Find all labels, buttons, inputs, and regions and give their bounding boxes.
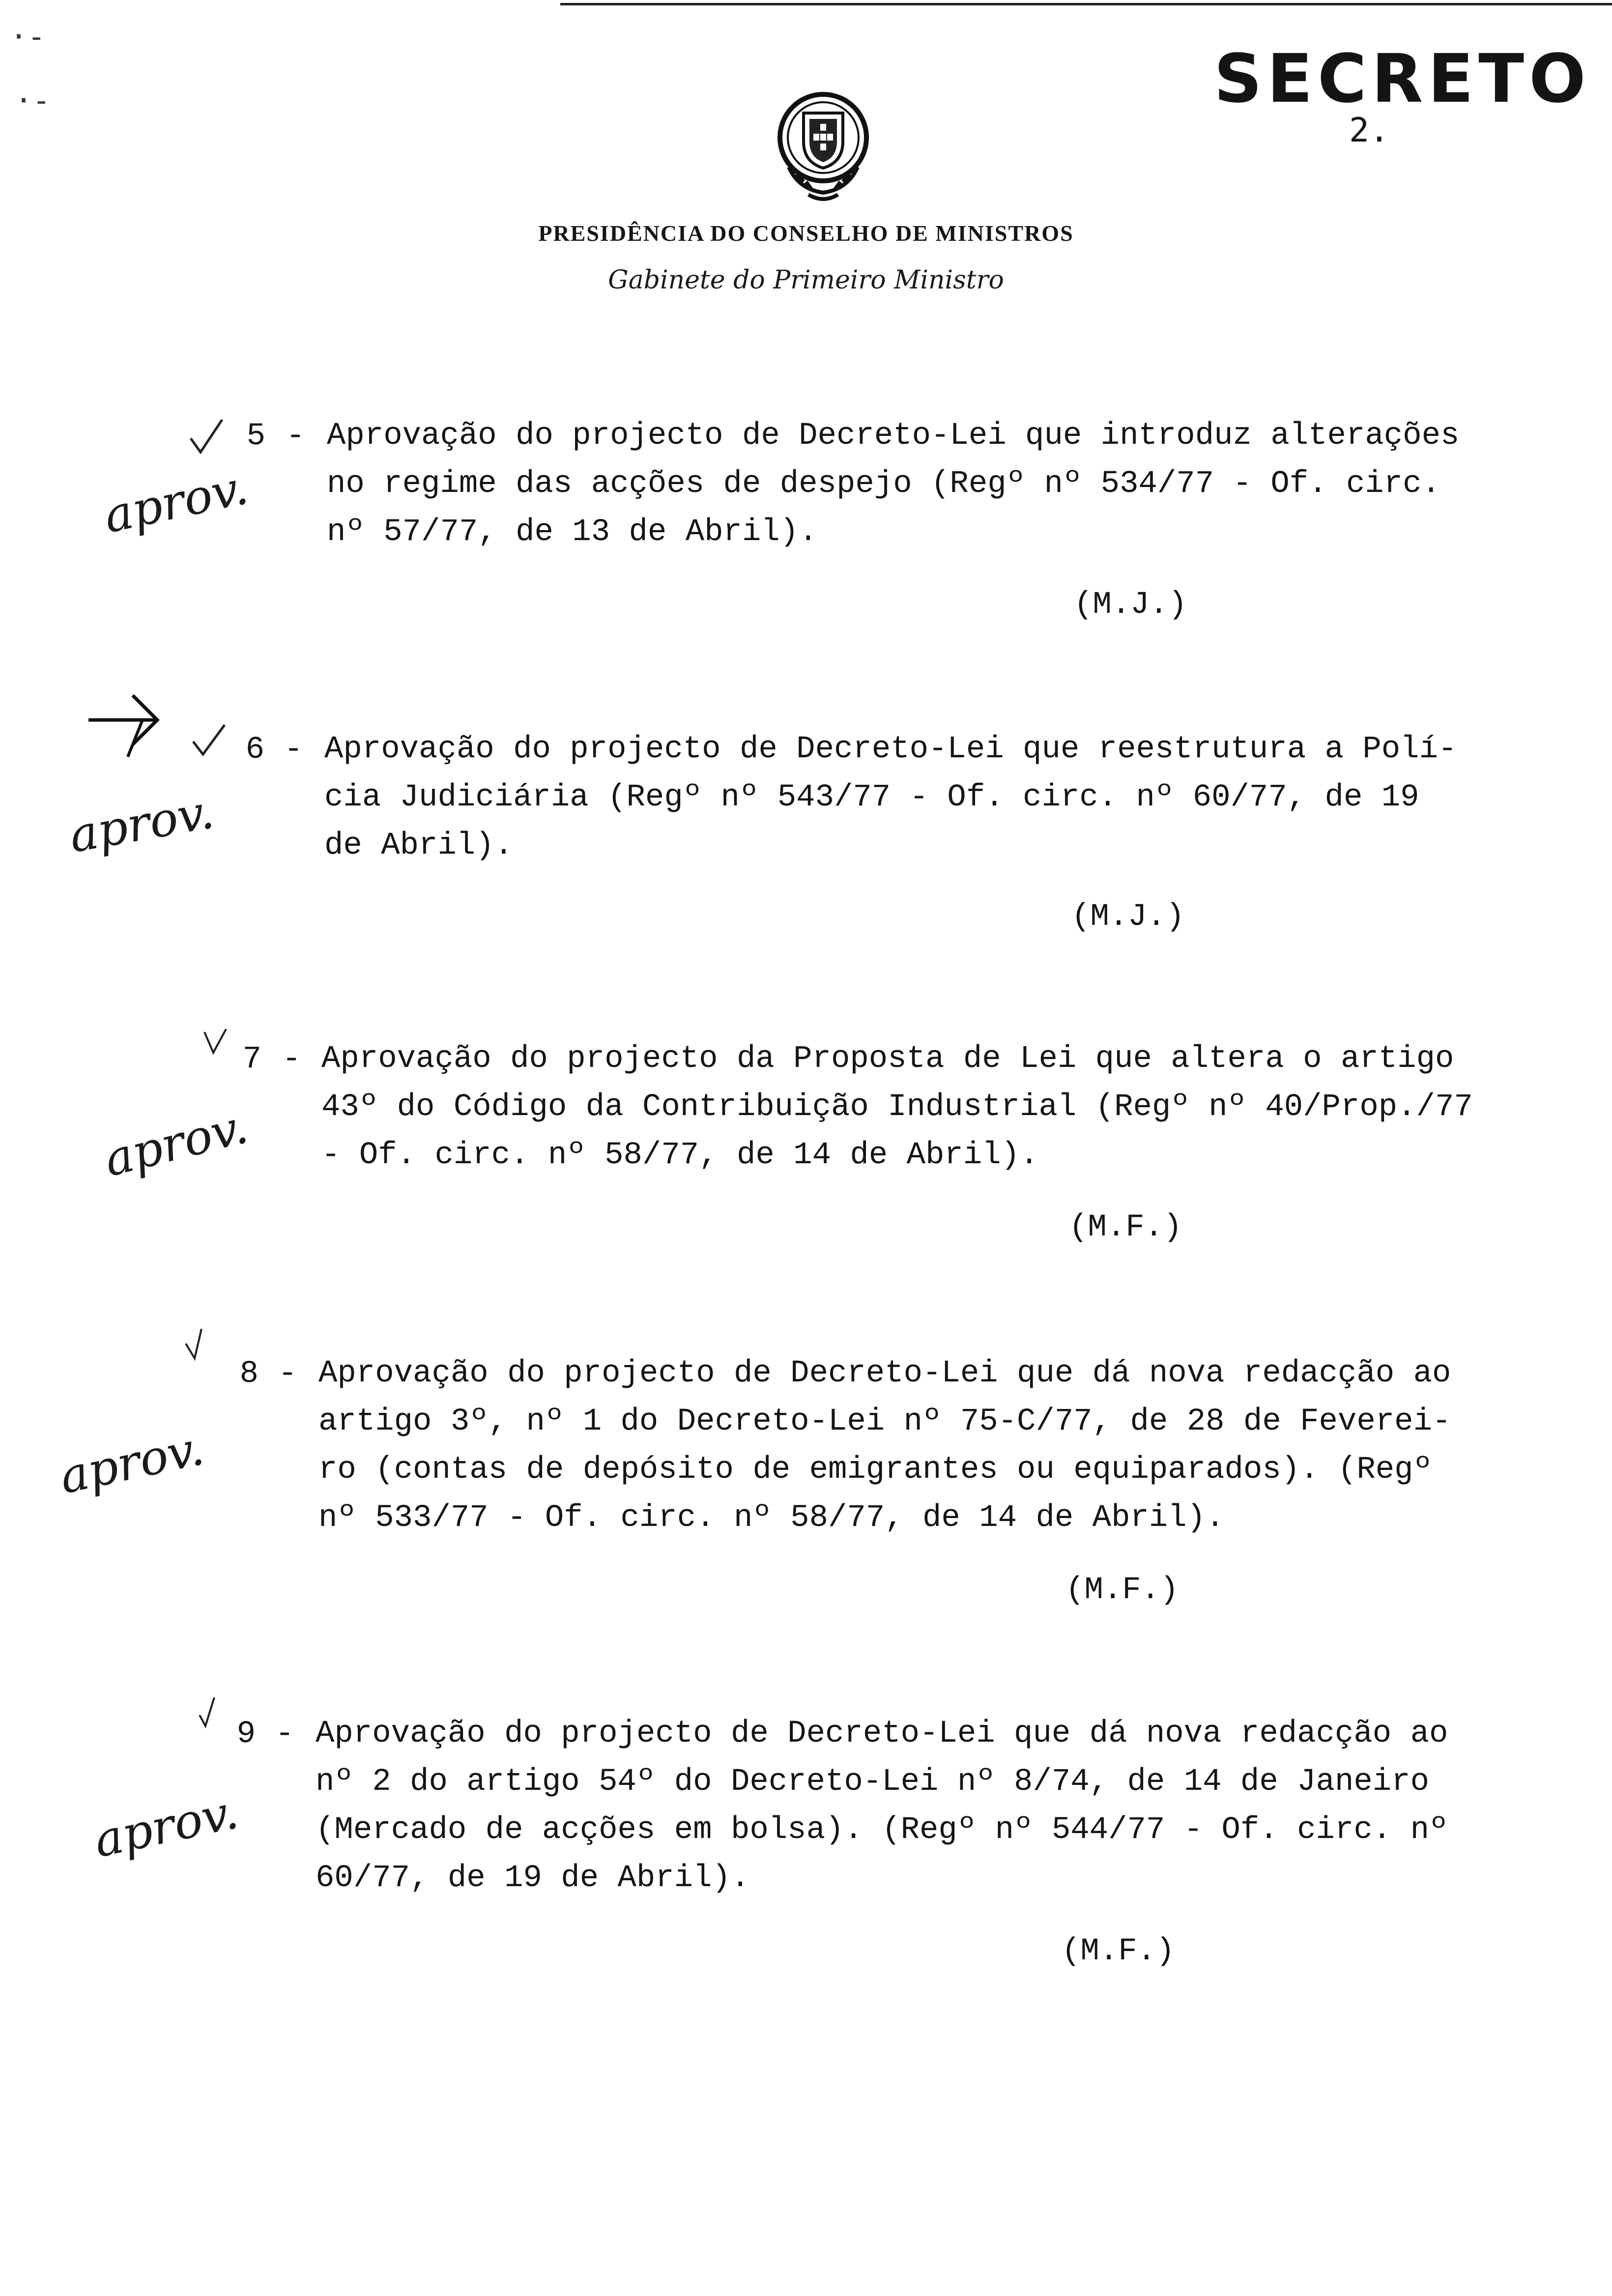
ministry-code: (M.F.) [1062,1934,1175,1969]
check-mark-icon [202,1027,231,1057]
ministry-code: (M.J.) [1071,899,1185,935]
item-dash: - [286,419,305,454]
arrow-icon [84,686,172,759]
institution-name: PRESIDÊNCIA DO CONSELHO DE MINISTROS [538,221,1074,246]
ministry-code: (M.F.) [1069,1210,1182,1245]
item-text [327,412,1546,556]
item-text-line: 60/77, de 19 de Abril). [316,1861,750,1896]
item-text-line: nº 2 do artigo 54º do Decreto-Lei nº 8/74, de 14 de Janeiro [316,1764,1429,1800]
item-text-line: - Of. circ. nº 58/77, de 14 de Abril). [321,1138,1039,1173]
item-text [318,1349,1537,1542]
item-text-line: Aprovação do projecto de Decreto-Lei que dá nova redacção ao [316,1716,1448,1751]
item-text-line: artigo 3º, nº 1 do Decreto-Lei nº 75-C/77, de 28 de Feverei- [318,1404,1451,1439]
handwritten-annotation: aprov. [65,784,218,863]
item-text-line: nº 57/77, de 13 de Abril). [327,515,818,550]
item-text-line: de Abril). [324,828,514,863]
ministry-code: (M.J.) [1074,587,1187,623]
coat-of-arms-icon [769,84,877,206]
item-text-line: Aprovação do projecto de Decreto-Lei que reestrutura a Polí- [324,732,1457,767]
item-dash: - [278,1356,297,1392]
item-dash: - [284,732,303,768]
check-mark-icon [189,720,229,759]
item-text-line: Aprovação do projecto da Proposta de Lei que altera o artigo [321,1041,1454,1077]
item-text [316,1710,1534,1902]
item-text [324,725,1543,870]
handwritten-annotation: aprov. [89,1784,243,1868]
item-text-line: no regime das acções de despejo (Regº nº 534/77 - Of. circ. [327,466,1440,502]
item-number: 7 [242,1042,261,1077]
check-mark-icon [182,1327,211,1361]
item-text [321,1035,1540,1179]
item-number: 8 [239,1356,259,1392]
item-text-line: Aprovação do projecto de Decreto-Lei que dá nova redacção ao [318,1356,1451,1391]
item-text-line: ro (contas de depósito de emigrantes ou equiparados). (Regº [318,1452,1432,1488]
item-text-line: (Mercado de acções em bolsa). (Regº nº 544/77 - Of. circ. nº [316,1812,1448,1848]
handwritten-annotation: aprov. [98,1098,253,1188]
check-mark-icon [197,1695,221,1730]
check-mark-icon [187,417,226,456]
classification-stamp: SECRETO [1214,40,1591,118]
item-text-line: cia Judiciária (Regº nº 543/77 - Of. circ. nº 60/77, de 19 [324,780,1419,815]
corner-mark: ·- [10,20,46,54]
item-dash: - [275,1717,294,1752]
item-number: 9 [236,1717,256,1752]
item-number: 5 [246,419,265,454]
corner-mark: ·- [15,84,51,118]
item-text-line: 43º do Código da Contribuição Industrial (Regº nº 40/Prop./77 [321,1090,1473,1125]
item-dash: - [282,1042,301,1077]
item-text-line: nº 533/77 - Of. circ. nº 58/77, de 14 de Abril). [318,1500,1225,1536]
top-border-line [560,3,1612,5]
item-number: 6 [245,732,264,768]
handwritten-annotation: aprov. [55,1420,209,1505]
cabinet-name: Gabinete do Primeiro Ministro [608,265,1004,295]
ministry-code: (M.F.) [1065,1573,1179,1608]
handwritten-annotation: aprov. [99,459,253,544]
page-number: 2. [1349,111,1389,150]
item-text-line: Aprovação do projecto de Decreto-Lei que introduz alterações [327,418,1460,454]
